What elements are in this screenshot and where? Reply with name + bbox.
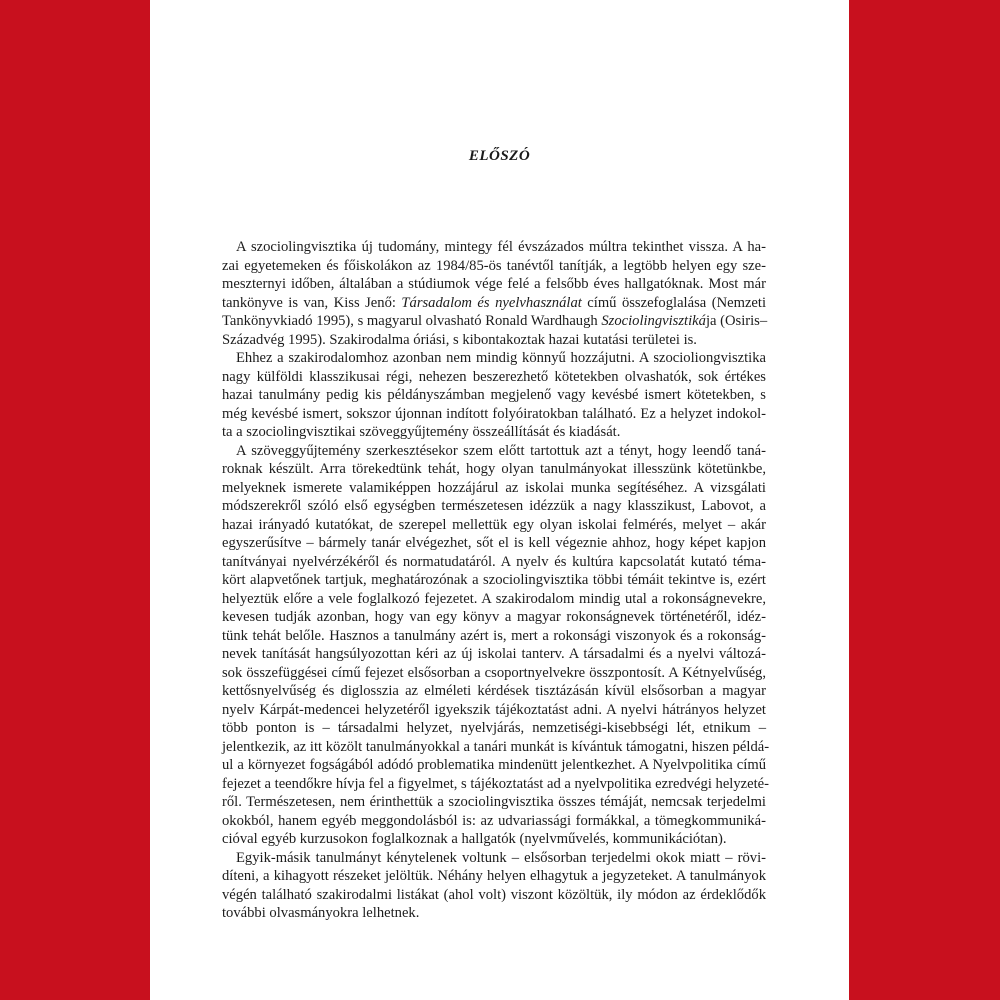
text-line	[222, 867, 766, 886]
text-line	[222, 534, 766, 553]
preface-text	[222, 238, 770, 923]
text-line	[222, 442, 766, 461]
book-title: Társadalom és nyelvhasználat	[401, 294, 582, 311]
text-line	[222, 349, 766, 368]
text-segment: ről. Természetesen, nem érinthettük a szociolingvisztika összes témáját, nemcsak terjedelmi	[222, 794, 766, 810]
text-segment: nyelv Kárpát-medencei helyzetéről igyekszik tájékoztatást adni. A nyelvi hátrányos helyzet	[222, 701, 766, 718]
text-line	[222, 645, 766, 664]
text-line	[222, 849, 766, 868]
text-segment: ja (Osiris–	[705, 313, 768, 329]
text-segment: több ponton is – társadalmi helyzet, nyelvjárás, nemzetiségi-kisebbségi lét, etnikum –	[222, 720, 766, 736]
text-segment: módszerekről szóló első egységben természetesen idézzük a nagy klasszikust, Labovot, a	[222, 498, 766, 514]
text-line	[222, 497, 766, 516]
text-line	[222, 608, 766, 627]
text-line	[222, 238, 766, 257]
text-line	[222, 886, 766, 905]
text-segment: további olvasmányokra lelhetnek.	[222, 905, 420, 921]
text-line	[222, 405, 766, 424]
text-line	[222, 312, 766, 331]
text-segment: jelentkezik, az itt közölt tanulmányokkal a tanári munkát is kívántuk támogatni, hiszen példá-	[222, 738, 770, 755]
text-line	[222, 812, 766, 831]
text-line	[222, 571, 766, 590]
paragraph	[222, 849, 766, 923]
paragraph	[222, 238, 766, 349]
text-line	[222, 460, 766, 479]
text-line	[222, 479, 766, 498]
text-line	[222, 423, 766, 442]
text-segment: ta a szociolingvisztikai szöveggyűjtemény összeállítását és kiadását.	[222, 424, 621, 440]
text-line	[222, 682, 766, 701]
text-segment: Egyik-másik tanulmányt kénytelenek voltunk – elsősorban terjedelmi okok miatt – rövi-	[236, 849, 766, 866]
text-segment: tankönyve is van, Kiss Jenő:	[222, 294, 402, 311]
text-segment: tanítványai nyelvérzékéről és normatudatáról. A nyelv és kultúra kapcsolatát kutató téma-	[222, 553, 766, 570]
text-line	[222, 257, 766, 276]
paragraph	[222, 442, 770, 849]
text-segment: egyszerűsítve – bármely tanár elvégezhet, sőt el is kell végeznie ahhoz, hogy képet kapjon	[222, 535, 766, 551]
text-line	[222, 756, 766, 775]
text-line	[222, 294, 766, 313]
text-line	[222, 775, 770, 794]
text-segment: díteni, a kihagyott részeket jelöltük. Néhány helyen elhagytuk a jegyzeteket. A tanulmányok	[222, 868, 766, 884]
text-line	[222, 719, 766, 738]
text-segment: hazai tanulmány pedig kis példányszámban megjelenő vagy kevésbé ismert kötetekben, s	[222, 387, 766, 403]
text-segment: melyeknek ismerete valamiképpen hozzájárul az iskolai munka segítéséhez. A vizsgálati	[222, 479, 766, 496]
text-line	[222, 331, 766, 350]
text-segment: című összefoglalása (Nemzeti	[581, 294, 767, 311]
text-segment: Századvég 1995). Szakirodalma óriási, s kibontakoztak hazai kutatási területei is.	[222, 331, 697, 348]
text-segment: A szöveggyűjtemény szerkesztésekor szem előtt tartottuk azt a tényt, hogy leendő taná-	[236, 442, 766, 459]
text-segment: fejezet a teendőkre hívja fel a figyelmet, s tájékoztatást ad a nyelvpolitika ezredvégi helyzeté-	[222, 775, 770, 792]
text-segment: roknak készült. Arra törekedtünk tehát, hogy olyan tanulmányokat illesszünk kötetünkbe,	[222, 461, 766, 477]
book-title: Szociolingvisztiká	[601, 313, 706, 329]
text-segment: még kevésbé ismert, sokszor újonnan indított folyóiratokban található. Ez a helyzet indokol-	[222, 405, 766, 422]
text-line	[222, 793, 766, 812]
text-line	[222, 590, 766, 609]
text-segment: hazai irányadó kutatókat, de szerepel mellettük egy olyan iskolai felmérés, melyet – akár	[222, 516, 766, 533]
text-segment: Tankönyvkiadó 1995), s magyarul olvasható Ronald Wardhaugh	[222, 313, 602, 329]
text-line	[222, 627, 766, 646]
text-segment: tünk tehát belőle. Hasznos a tanulmány azért is, mert a rokonsági viszonyok és a rokonság-	[222, 627, 766, 644]
text-segment: helyeztük előre a vele foglalkozó fejezetet. A szakirodalom mindig utal a rokonságnevekre,	[222, 590, 766, 607]
text-segment: kettősnyelvűség és diglosszia az elméleti kérdések tisztázásán kívül elsősorban a magyar	[222, 683, 766, 699]
text-line	[222, 516, 766, 535]
text-segment: Ehhez a szakirodalomhoz azonban nem mindig könnyű hozzájutni. A szocioliongvisztika	[236, 350, 766, 366]
page-title: ELŐSZÓ	[468, 148, 531, 164]
text-line	[222, 830, 766, 849]
document-page	[150, 0, 849, 1000]
text-line	[222, 701, 766, 720]
text-segment: nagy külföldi klasszikusai régi, nehezen beszerezhető kötetekben olvashatók, sok értékes	[222, 368, 766, 385]
text-segment: ul a környezet fogságából adódó problematika mindenütt jelentkezhet. A Nyelvpolitika című	[222, 757, 766, 773]
text-segment: kevesen tudják azonban, hogy van egy könyv a magyar rokonságnevek történetéről, idéz-	[222, 609, 766, 625]
text-line	[222, 275, 766, 294]
text-segment: sok összefüggései című fejezet elsősorban a csoportnyelvekre összpontosít. A Kétnyelvűség,	[222, 664, 766, 681]
text-line	[222, 664, 766, 683]
text-segment: meszternyi időben, általában a stúdiumok vége felé a felsőbb éves hallgatóknak. Most már	[222, 276, 766, 292]
text-line	[222, 553, 766, 572]
text-segment: A szociolingvisztika új tudomány, mintegy fél évszázados múltra tekinthet vissza. A ha-	[236, 239, 766, 255]
text-line	[222, 904, 766, 923]
paragraph	[222, 349, 766, 442]
text-line	[222, 386, 766, 405]
text-segment: zai egyetemeken és főiskolákon az 1984/85-ös tanévtől tanítják, a legtöbb helyen egy sze-	[222, 257, 766, 274]
text-line	[222, 368, 766, 387]
text-segment: cióval egyéb kurzusokon foglalkoznak a hallgatók (nyelvművelés, kommunikációtan).	[222, 831, 727, 847]
text-segment: kört alapvetőnek tartjuk, meghatározónak a szociolingvisztika többi témáit tekintve is, ezért	[222, 572, 766, 588]
text-line	[222, 738, 770, 757]
text-segment: nevek tanítását hangsúlyozottan kéri az új iskolai tanterv. A társadalmi és a nyelvi változá-	[222, 646, 766, 662]
text-segment: okokból, hanem egyéb meggondolásból is: az udvariassági formákkal, a tömegkommuniká-	[222, 812, 766, 829]
text-segment: végén található szakirodalmi listákat (ahol volt) viszont közöltük, ily módon az érdeklődők	[222, 886, 766, 903]
